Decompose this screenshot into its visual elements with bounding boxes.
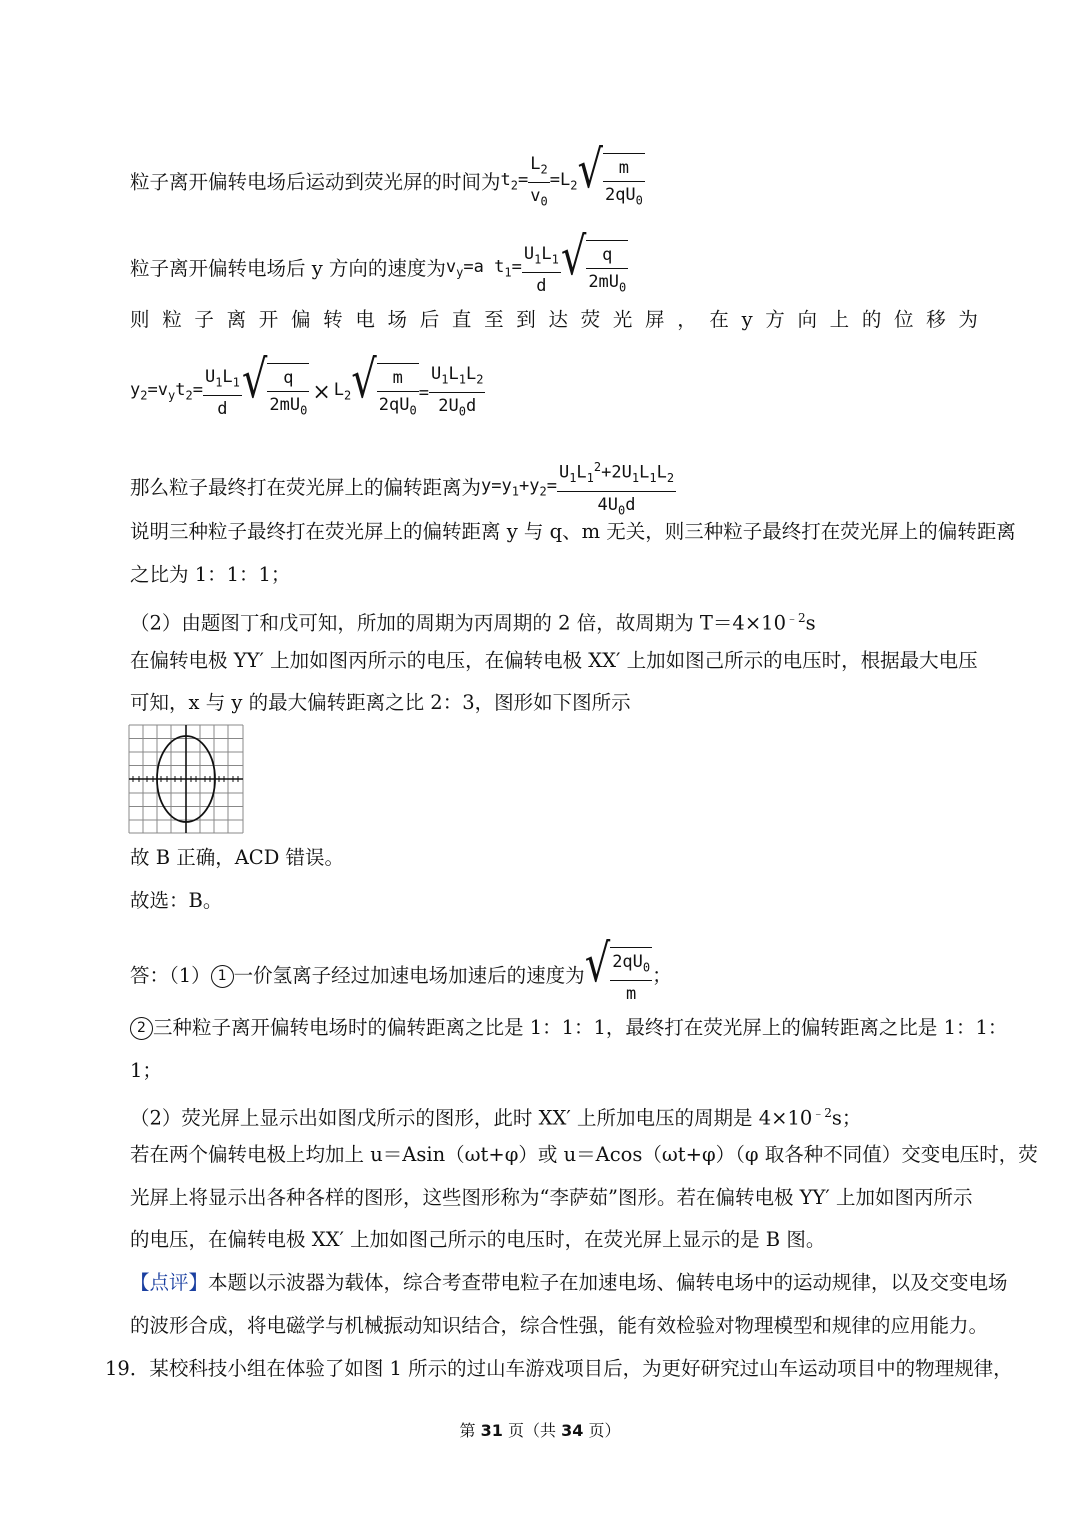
text-line: 在偏转电极 YY′ 上加如图丙所示的电压，在偏转电极 XX′ 上加如图己所示的电压时，根据最大电压 xyxy=(130,649,978,672)
spaced-char: 粒 xyxy=(162,308,182,331)
page-number: 31 xyxy=(480,1421,503,1440)
sqrt-q-2mU0: √ $\frac{q}{2mU_0}$ xyxy=(561,240,628,299)
fraction-U1L1L2-2U0d: $\frac{U_1L_1L_2}{2U_0d}$ xyxy=(430,364,484,419)
formula-line-vy: 粒子离开偏转电场后 y 方向的速度为$v_y=a$ $t_1=$ $\frac{U_1L_1}{d}$ √ $\frac{q}{2mU_0}$ xyxy=(130,240,628,299)
spaced-char: ， xyxy=(677,308,697,331)
spaced-char: 为 xyxy=(958,308,978,331)
spaced-char: 的 xyxy=(861,308,882,331)
var-t2: $t_2=$ xyxy=(500,170,529,193)
fraction-U1L1-d-2: $\frac{U_1L_1}{d}$ xyxy=(204,366,240,420)
fraction-L2-v0: $\frac{L_2}{v_0}$ xyxy=(530,154,548,209)
spaced-char: y xyxy=(741,308,753,331)
fraction-total-deflection: $\frac{U_1L_1^2+2U_1L_1L_2}{4U_0d}$ xyxy=(557,455,676,522)
comment-line: 【点评】本题以示波器为载体，综合考查带电粒子在加速电场、偏转电场中的运动规律，以及交变电场 xyxy=(130,1271,1008,1294)
spaced-char: 开 xyxy=(258,308,279,331)
spaced-char: 向 xyxy=(797,308,817,331)
spaced-char: 在 xyxy=(709,308,729,331)
sqrt-m-2qU0: √ $\frac{m}{2qU_0}$ xyxy=(577,153,644,212)
spaced-char: 子 xyxy=(194,308,214,331)
circled-number-2: 2 xyxy=(130,1017,153,1040)
spaced-char: 荧 xyxy=(580,308,601,331)
spaced-char: 离 xyxy=(226,308,247,331)
spaced-char: 场 xyxy=(387,308,408,331)
text-line: 故选：B。 xyxy=(130,889,223,912)
lissajous-ellipse-figure xyxy=(127,723,245,835)
spaced-char: 直 xyxy=(451,308,472,331)
spaced-char: 光 xyxy=(612,308,633,331)
spaced-char: 则 xyxy=(130,308,150,331)
text-line-period: （2）由题图丁和戊可知，所加的周期为丙周期的 2 倍，故周期为 $T=4\times 10^{﹣2}s$ xyxy=(130,611,816,635)
text-line: 可知，x 与 y 的最大偏转距离之比 2：3，图形如下图所示 xyxy=(130,691,631,714)
formula-line-y2: $y_2=v_yt_2=$ $\frac{U_1L_1}{d}$ √ $\frac{q}{2mU_0}$ × $L_2$ √ $\frac{m}{2qU_0}$ = $\frac{U_1L_1L_2}{2U_0d}$ xyxy=(130,362,485,424)
text-line: 光屏上将显示出各种各样的图形，这些图形称为“李萨茹”图形。若在偏转电极 YY′ 上加如图丙所示 xyxy=(130,1186,973,1209)
formula-line-y-total: 那么粒子最终打在荧光屏上的偏转距离为$y=y_1+y_2=$ $\frac{U_1L_1^2+2U_1L_1L_2}{4U_0d}$ xyxy=(130,455,676,522)
spaced-char: 上 xyxy=(829,308,850,331)
spaced-char: 电 xyxy=(355,308,375,331)
text-line: 若在两个偏转电极上均加上 u＝Asin（ωt+φ）或 u＝Acos（ωt+φ）（φ 取各种不同值）交变电压时，荧 xyxy=(130,1143,1038,1166)
text-line: 说明三种粒子最终打在荧光屏上的偏转距离 y 与 q、m 无关，则三种粒子最终打在荧光屏上的偏转距离 xyxy=(130,520,1016,543)
page-footer: 第 31 页（共 34 页） xyxy=(459,1421,621,1440)
spaced-char: 到 xyxy=(516,308,536,331)
spaced-char: 后 xyxy=(419,308,440,331)
spaced-char: 方 xyxy=(765,308,785,331)
page-total: 34 xyxy=(561,1421,584,1440)
answer-line-2: 2 三种粒子离开偏转电场时的偏转距离之比是 1：1：1，最终打在荧光屏上的偏转距离之比是 1：1： xyxy=(130,1016,1007,1040)
circled-number-1: 1 xyxy=(211,965,234,988)
text-line-justified xyxy=(130,308,978,332)
spaced-char: 至 xyxy=(484,308,504,331)
text-line: 1； xyxy=(130,1059,162,1082)
text-line: 的电压，在偏转电极 XX′ 上加如图己所示的电压时，在荧光屏上显示的是 B 图。 xyxy=(130,1228,826,1251)
answer-line-1: 答：（1） 1 一价氢离子经过加速电场加速后的速度为 √ $\frac{2qU_0}{m}$ ； xyxy=(130,934,672,1005)
spaced-char: 转 xyxy=(323,308,343,331)
spaced-char: 屏 xyxy=(645,308,665,331)
formula-line-t2: 粒子离开偏转电场后运动到荧光屏的时间为$t_2=$ $\frac{L_2}{v_0}$ $=L_2$ √ $\frac{m}{2qU_0}$ xyxy=(130,152,645,214)
text-line: 故 B 正确，ACD 错误。 xyxy=(130,846,345,869)
spaced-char: 移 xyxy=(926,308,946,331)
fraction-U1L1-d: $\frac{U_1L_1}{d}$ xyxy=(523,243,559,296)
sqrt-2qU0-m: √ $\frac{2qU_0}{m}$ xyxy=(584,934,651,1005)
question-19: 19．某校科技小组在体验了如图 1 所示的过山车游戏项目后，为更好研究过山车运动项目中的物理规律， xyxy=(105,1357,1013,1380)
text-line: 的波形合成，将电磁学与机械振动知识结合，综合性强，能有效检验对物理模型和规律的应用能力。 xyxy=(130,1314,989,1337)
spaced-char: 达 xyxy=(548,308,568,331)
text-line: 之比为 1：1：1； xyxy=(130,563,291,586)
comment-tag: 【点评】 xyxy=(130,1271,209,1294)
sqrt-m-2qU0-2: √ $\frac{m}{2qU_0}$ xyxy=(351,363,418,422)
spaced-char: 偏 xyxy=(290,308,311,331)
text-line-period-2: （2）荧光屏上显示出如图戊所示的图形，此时 XX′ 上所加电压的周期是 $4\times 10^{﹣2}s$； xyxy=(130,1106,862,1130)
spaced-char: 位 xyxy=(894,308,914,331)
sqrt-q-2mU0-2: √ $\frac{q}{2mU_0}$ xyxy=(242,363,309,422)
